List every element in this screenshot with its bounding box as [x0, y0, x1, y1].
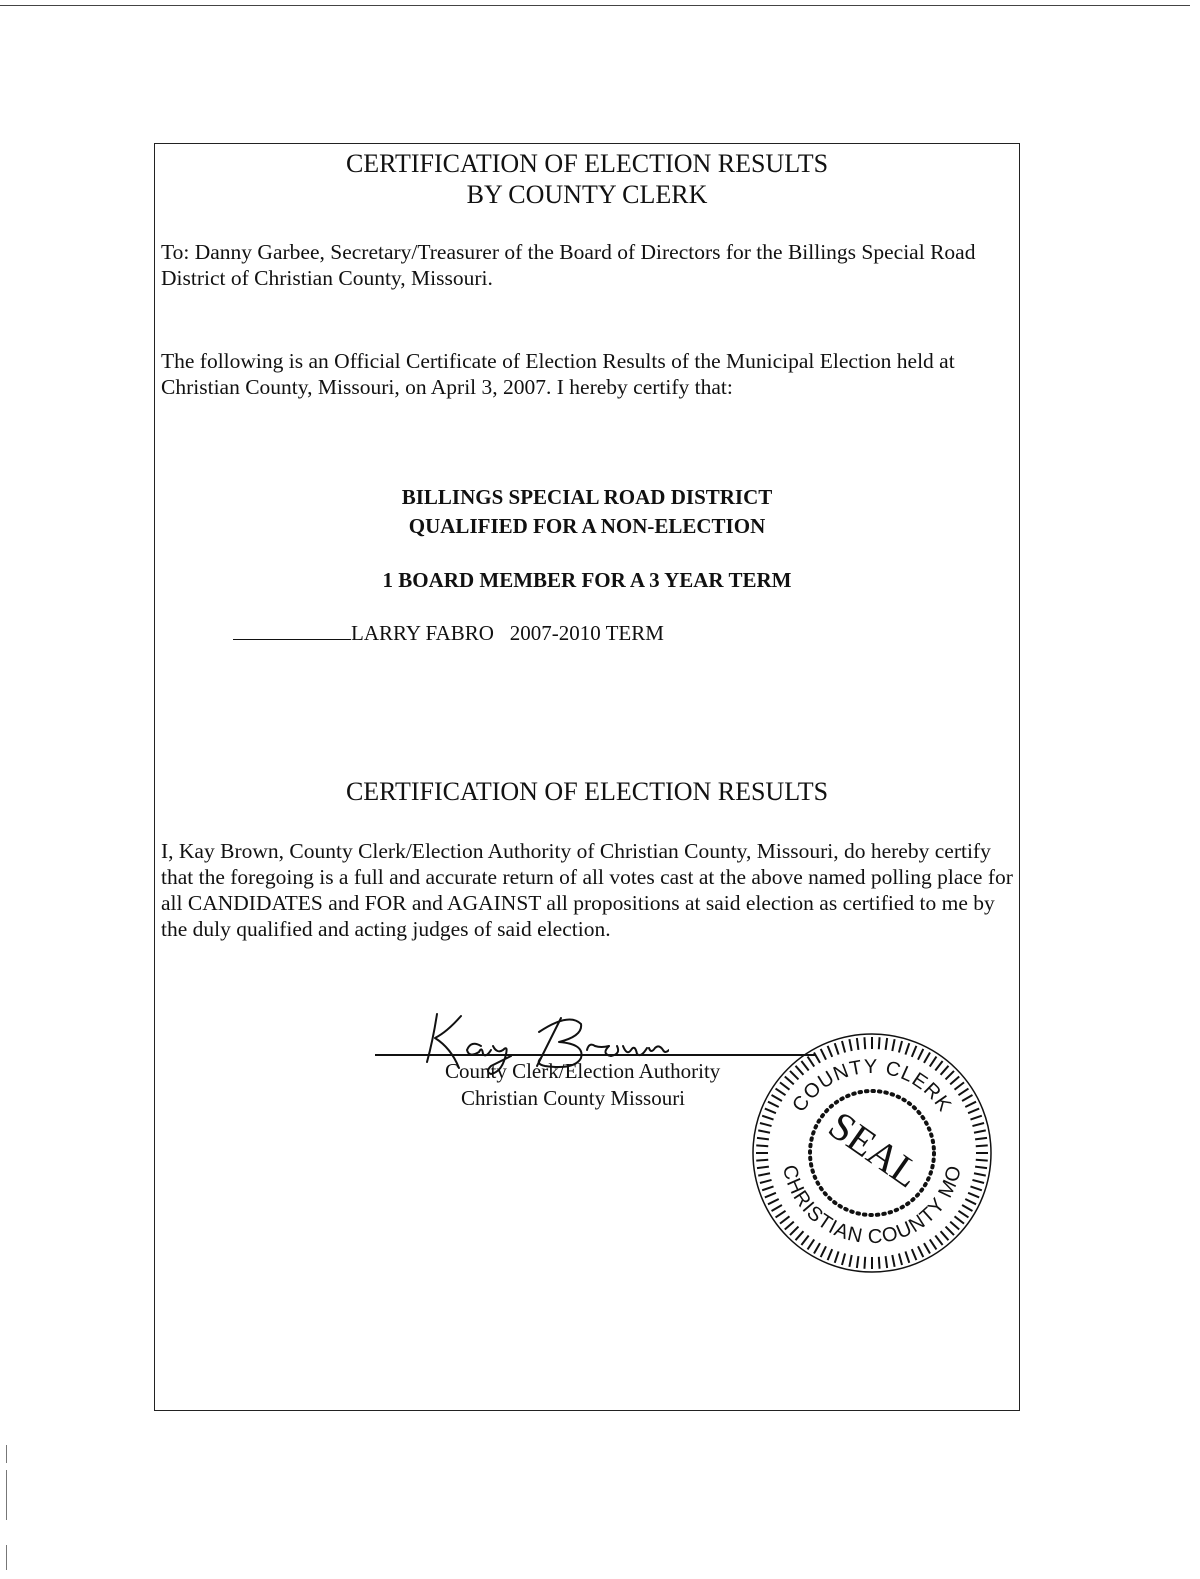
scan-mark [6, 1545, 7, 1570]
seal-tick [975, 1138, 987, 1140]
seal-tick [760, 1123, 772, 1126]
seal-tick [821, 1246, 826, 1257]
seal-tick [950, 1222, 959, 1230]
seal-tick [965, 1199, 976, 1204]
seal-tick [814, 1053, 820, 1063]
seal-tick [935, 1061, 942, 1071]
seal-tick [968, 1109, 979, 1114]
seal-tick [808, 1239, 815, 1249]
seal-tick [905, 1043, 909, 1054]
scan-mark [6, 1470, 7, 1520]
seal-tick [912, 1249, 917, 1260]
seal-tick [765, 1109, 776, 1114]
seal-tick [776, 1089, 786, 1096]
seal-tick [955, 1216, 965, 1223]
seal-tick [780, 1216, 790, 1223]
seal-tick [772, 1095, 782, 1101]
seal-tick [760, 1180, 772, 1183]
seal-tick [976, 1145, 988, 1146]
seal-tick [808, 1057, 815, 1067]
seal-tick [924, 1243, 930, 1253]
seal-tick [785, 1077, 794, 1085]
county-clerk-seal [751, 1032, 993, 1274]
seal-tick [790, 1227, 798, 1235]
signer-location: Christian County Missouri [461, 1086, 686, 1110]
seal-tick [962, 1095, 972, 1101]
seal-tick [886, 1038, 888, 1050]
seal-tick [941, 1066, 949, 1075]
seal-tick [899, 1253, 902, 1265]
seal-tick [772, 1205, 782, 1211]
seal-tick [762, 1186, 773, 1190]
seal-tick [965, 1102, 976, 1107]
seal-tick [955, 1082, 965, 1089]
office-line: 1 BOARD MEMBER FOR A 3 YEAR TERM [382, 568, 792, 592]
seal-tick [946, 1227, 954, 1235]
seal-tick [762, 1116, 773, 1120]
seal-tick [849, 1039, 851, 1051]
seal-tick [857, 1256, 859, 1268]
seal-tick [757, 1167, 769, 1169]
nominee-name: LARRY FABRO [351, 621, 494, 645]
intro-paragraph: The following is an Official Certificate of Election Results of the Municipal Election held at Christian County, Missouri, on April 3, 2007. I hereby certify that: [161, 349, 955, 399]
seal-tick [857, 1038, 859, 1050]
seal-tick [970, 1186, 981, 1190]
checkmark-blank [233, 639, 351, 640]
seal-tick [924, 1053, 930, 1063]
seal-tick [958, 1089, 968, 1096]
seal-tick [801, 1236, 808, 1246]
signature-line [375, 1054, 815, 1056]
certification-heading: CERTIFICATION OF ELECTION RESULTS [345, 777, 829, 806]
seal-tick [892, 1255, 894, 1267]
seal-bottom-text: CHRISTIAN COUNTY MO [777, 1162, 967, 1249]
seal-tick [975, 1167, 987, 1169]
seal-tick [835, 1251, 839, 1262]
seal-tick [814, 1243, 820, 1253]
district-status: QUALIFIED FOR A NON-ELECTION [408, 514, 766, 538]
seal-tick [758, 1173, 770, 1175]
title-line-1: CERTIFICATION OF ELECTION RESULTS [345, 149, 829, 178]
certification-paragraph: I, Kay Brown, County Clerk/Election Authority of Christian County, Missouri, do hereby certify that the foregoing is a full and accurate return of all votes cast at the above named polling place for all CANDIDATES and FOR and AGAINST all propositions at said election as certified to me by the duly qualified and acting judges of said election. [161, 839, 1013, 941]
district-name: BILLINGS SPECIAL ROAD DISTRICT [401, 485, 773, 509]
signer-title: County Clerk/Election Authority [445, 1059, 721, 1083]
signer-caption [445, 1058, 720, 1112]
seal-tick [758, 1130, 770, 1132]
scan-edge-line [0, 5, 1190, 6]
seal-tick [974, 1130, 986, 1132]
seal-tick [930, 1239, 937, 1249]
seal-tick [962, 1205, 972, 1211]
svg-text:CHRISTIAN COUNTY MO [778, 1163, 966, 1248]
seal-tick [828, 1046, 833, 1057]
seal-tick [849, 1255, 851, 1267]
seal-tick [796, 1231, 804, 1240]
seal-tick [879, 1037, 880, 1049]
seal-tick [976, 1160, 988, 1161]
seal-tick [905, 1251, 909, 1262]
seal-tick [756, 1145, 768, 1146]
title-line-2: BY COUNTY CLERK [466, 180, 708, 209]
seal-tick [765, 1193, 776, 1198]
seal-tick [776, 1211, 786, 1218]
seal-tick [756, 1160, 768, 1161]
seal-tick [785, 1222, 794, 1230]
seal-tick [796, 1066, 804, 1075]
seal-tick [821, 1049, 826, 1060]
nominee-row [233, 621, 664, 646]
seal-tick [864, 1037, 865, 1049]
seal-tick [757, 1138, 769, 1140]
seal-tick [768, 1102, 779, 1107]
seal-tick [918, 1246, 923, 1257]
seal-tick [941, 1231, 949, 1240]
seal-tick [828, 1249, 833, 1260]
seal-tick [972, 1123, 984, 1126]
seal-tick [842, 1253, 845, 1265]
seal-tick [899, 1041, 902, 1053]
seal-tick [974, 1173, 986, 1175]
nominee-term: 2007-2010 TERM [509, 621, 664, 645]
seal-tick [801, 1061, 808, 1071]
seal-tick [879, 1257, 880, 1269]
seal-tick [918, 1049, 923, 1060]
seal-tick [968, 1193, 979, 1198]
certificate-title [155, 148, 1019, 210]
addressee-paragraph: To: Danny Garbee, Secretary/Treasurer of the Board of Directors for the Billings Special Road District of Christian County, Missouri. [161, 240, 976, 290]
scan-mark [6, 1445, 7, 1463]
seal-tick [892, 1039, 894, 1051]
seal-tick [842, 1041, 845, 1053]
seal-tick [946, 1071, 954, 1079]
seal-tick [780, 1082, 790, 1089]
seal-tick [886, 1256, 888, 1268]
seal-tick [790, 1071, 798, 1079]
seal-tick [864, 1257, 865, 1269]
seal-tick [835, 1043, 839, 1054]
seal-tick [970, 1116, 981, 1120]
seal-tick [950, 1077, 959, 1085]
certificate-frame [154, 143, 1020, 1411]
seal-tick [912, 1046, 917, 1057]
seal-tick [972, 1180, 984, 1183]
seal-tick [930, 1057, 937, 1067]
seal-top-text: COUNTY CLERK [788, 1055, 956, 1117]
seal-center-text: SEAL [820, 1102, 929, 1197]
seal-tick [935, 1236, 942, 1246]
seal-tick [768, 1199, 779, 1204]
seal-tick [958, 1211, 968, 1218]
